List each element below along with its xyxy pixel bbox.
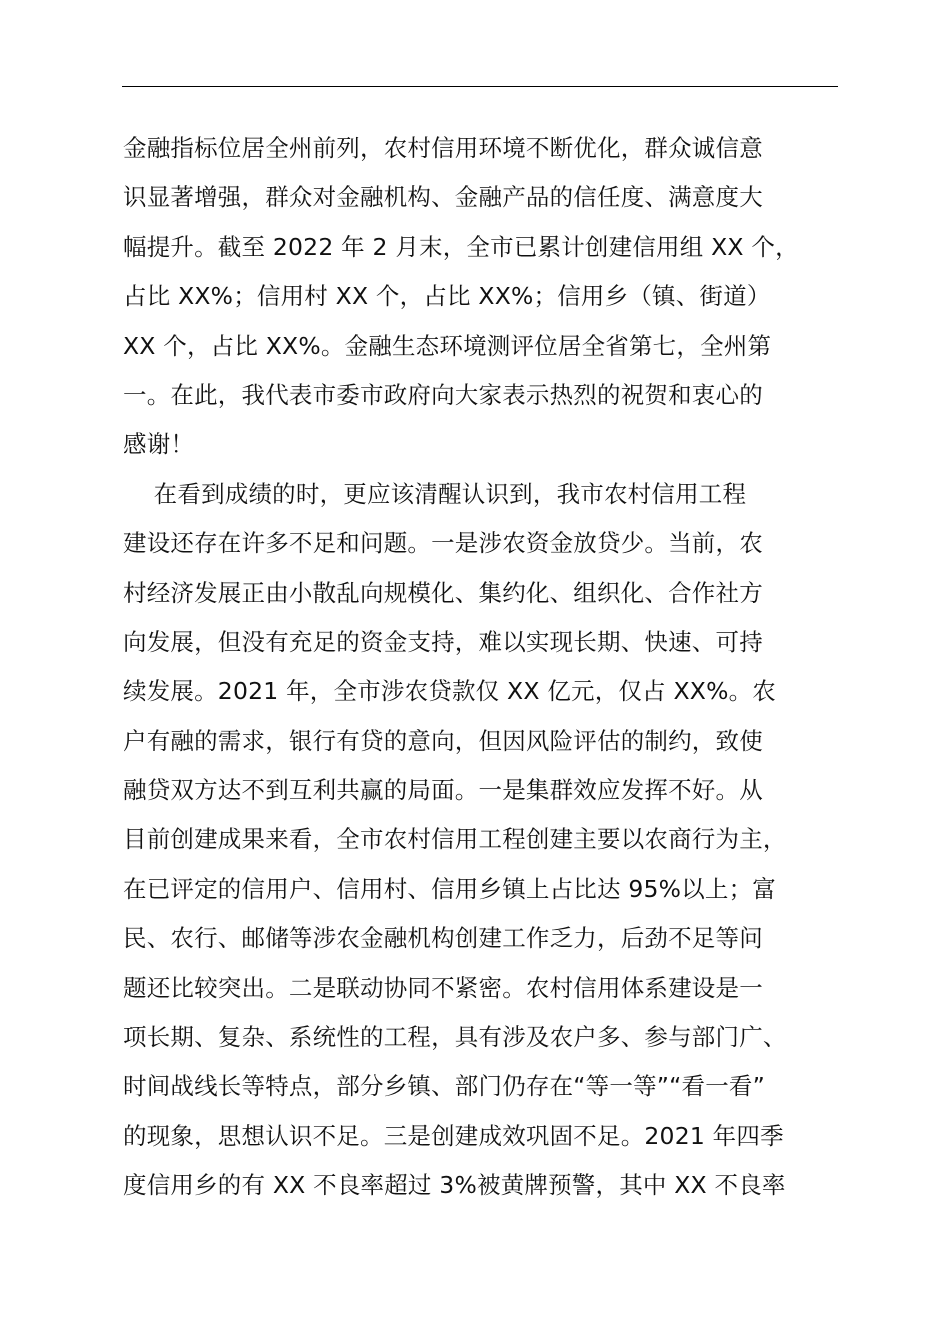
text-line: 村经济发展正由小散乱向规模化、集约化、组织化、合作社方	[123, 578, 763, 607]
text-line: XX 个，占比 XX%。金融生态环境测评位居全省第七，全州第	[123, 331, 772, 360]
text-line: 项长期、复杂、系统性的工程，具有涉及农户多、参与部门广、	[123, 1023, 787, 1052]
text-line: 感谢！	[123, 430, 195, 459]
text-line: 户有融的需求，银行有贷的意向，但因风险评估的制约，致使	[123, 726, 763, 755]
text-line: 幅提升。截至 2022 年 2 月末，全市已累计创建信用组 XX 个，	[123, 232, 799, 261]
text-line: 融贷双方达不到互利共赢的局面。一是集群效应发挥不好。从	[123, 776, 763, 805]
text-line: 在已评定的信用户、信用村、信用乡镇上占比达 95%以上；富	[123, 874, 777, 903]
header-rule	[122, 86, 838, 87]
text-line: 一。在此，我代表市委市政府向大家表示热烈的祝贺和衷心的	[123, 380, 763, 409]
text-line: 占比 XX%；信用村 XX 个，占比 XX%；信用乡（镇、街道）	[123, 282, 771, 311]
text-line: 度信用乡的有 XX 不良率超过 3%被黄牌预警，其中 XX 不良率	[123, 1171, 786, 1200]
text-line: 在看到成绩的时，更应该清醒认识到，我市农村信用工程	[123, 479, 747, 508]
text-line: 目前创建成果来看，全市农村信用工程创建主要以农商行为主，	[123, 825, 787, 854]
text-line: 的现象，思想认识不足。三是创建成效巩固不足。2021 年四季	[123, 1121, 784, 1150]
body-text	[123, 124, 863, 1211]
text-line: 识显著增强，群众对金融机构、金融产品的信任度、满意度大	[123, 183, 763, 212]
text-line: 建设还存在许多不足和问题。一是涉农资金放贷少。当前，农	[123, 529, 763, 558]
text-line: 金融指标位居全州前列，农村信用环境不断优化，群众诚信意	[123, 134, 763, 162]
text-line: 民、农行、邮储等涉农金融机构创建工作乏力，后劲不足等问	[123, 924, 763, 953]
text-line: 题还比较突出。二是联动协同不紧密。农村信用体系建设是一	[123, 973, 763, 1002]
text-line: 续发展。2021 年，全市涉农贷款仅 XX 亿元，仅占 XX%。农	[123, 677, 777, 706]
text-line: 向发展，但没有充足的资金支持，难以实现长期、快速、可持	[123, 627, 763, 656]
text-line: 时间战线长等特点，部分乡镇、部门仍存在“等一等”“看一看”	[123, 1072, 765, 1101]
